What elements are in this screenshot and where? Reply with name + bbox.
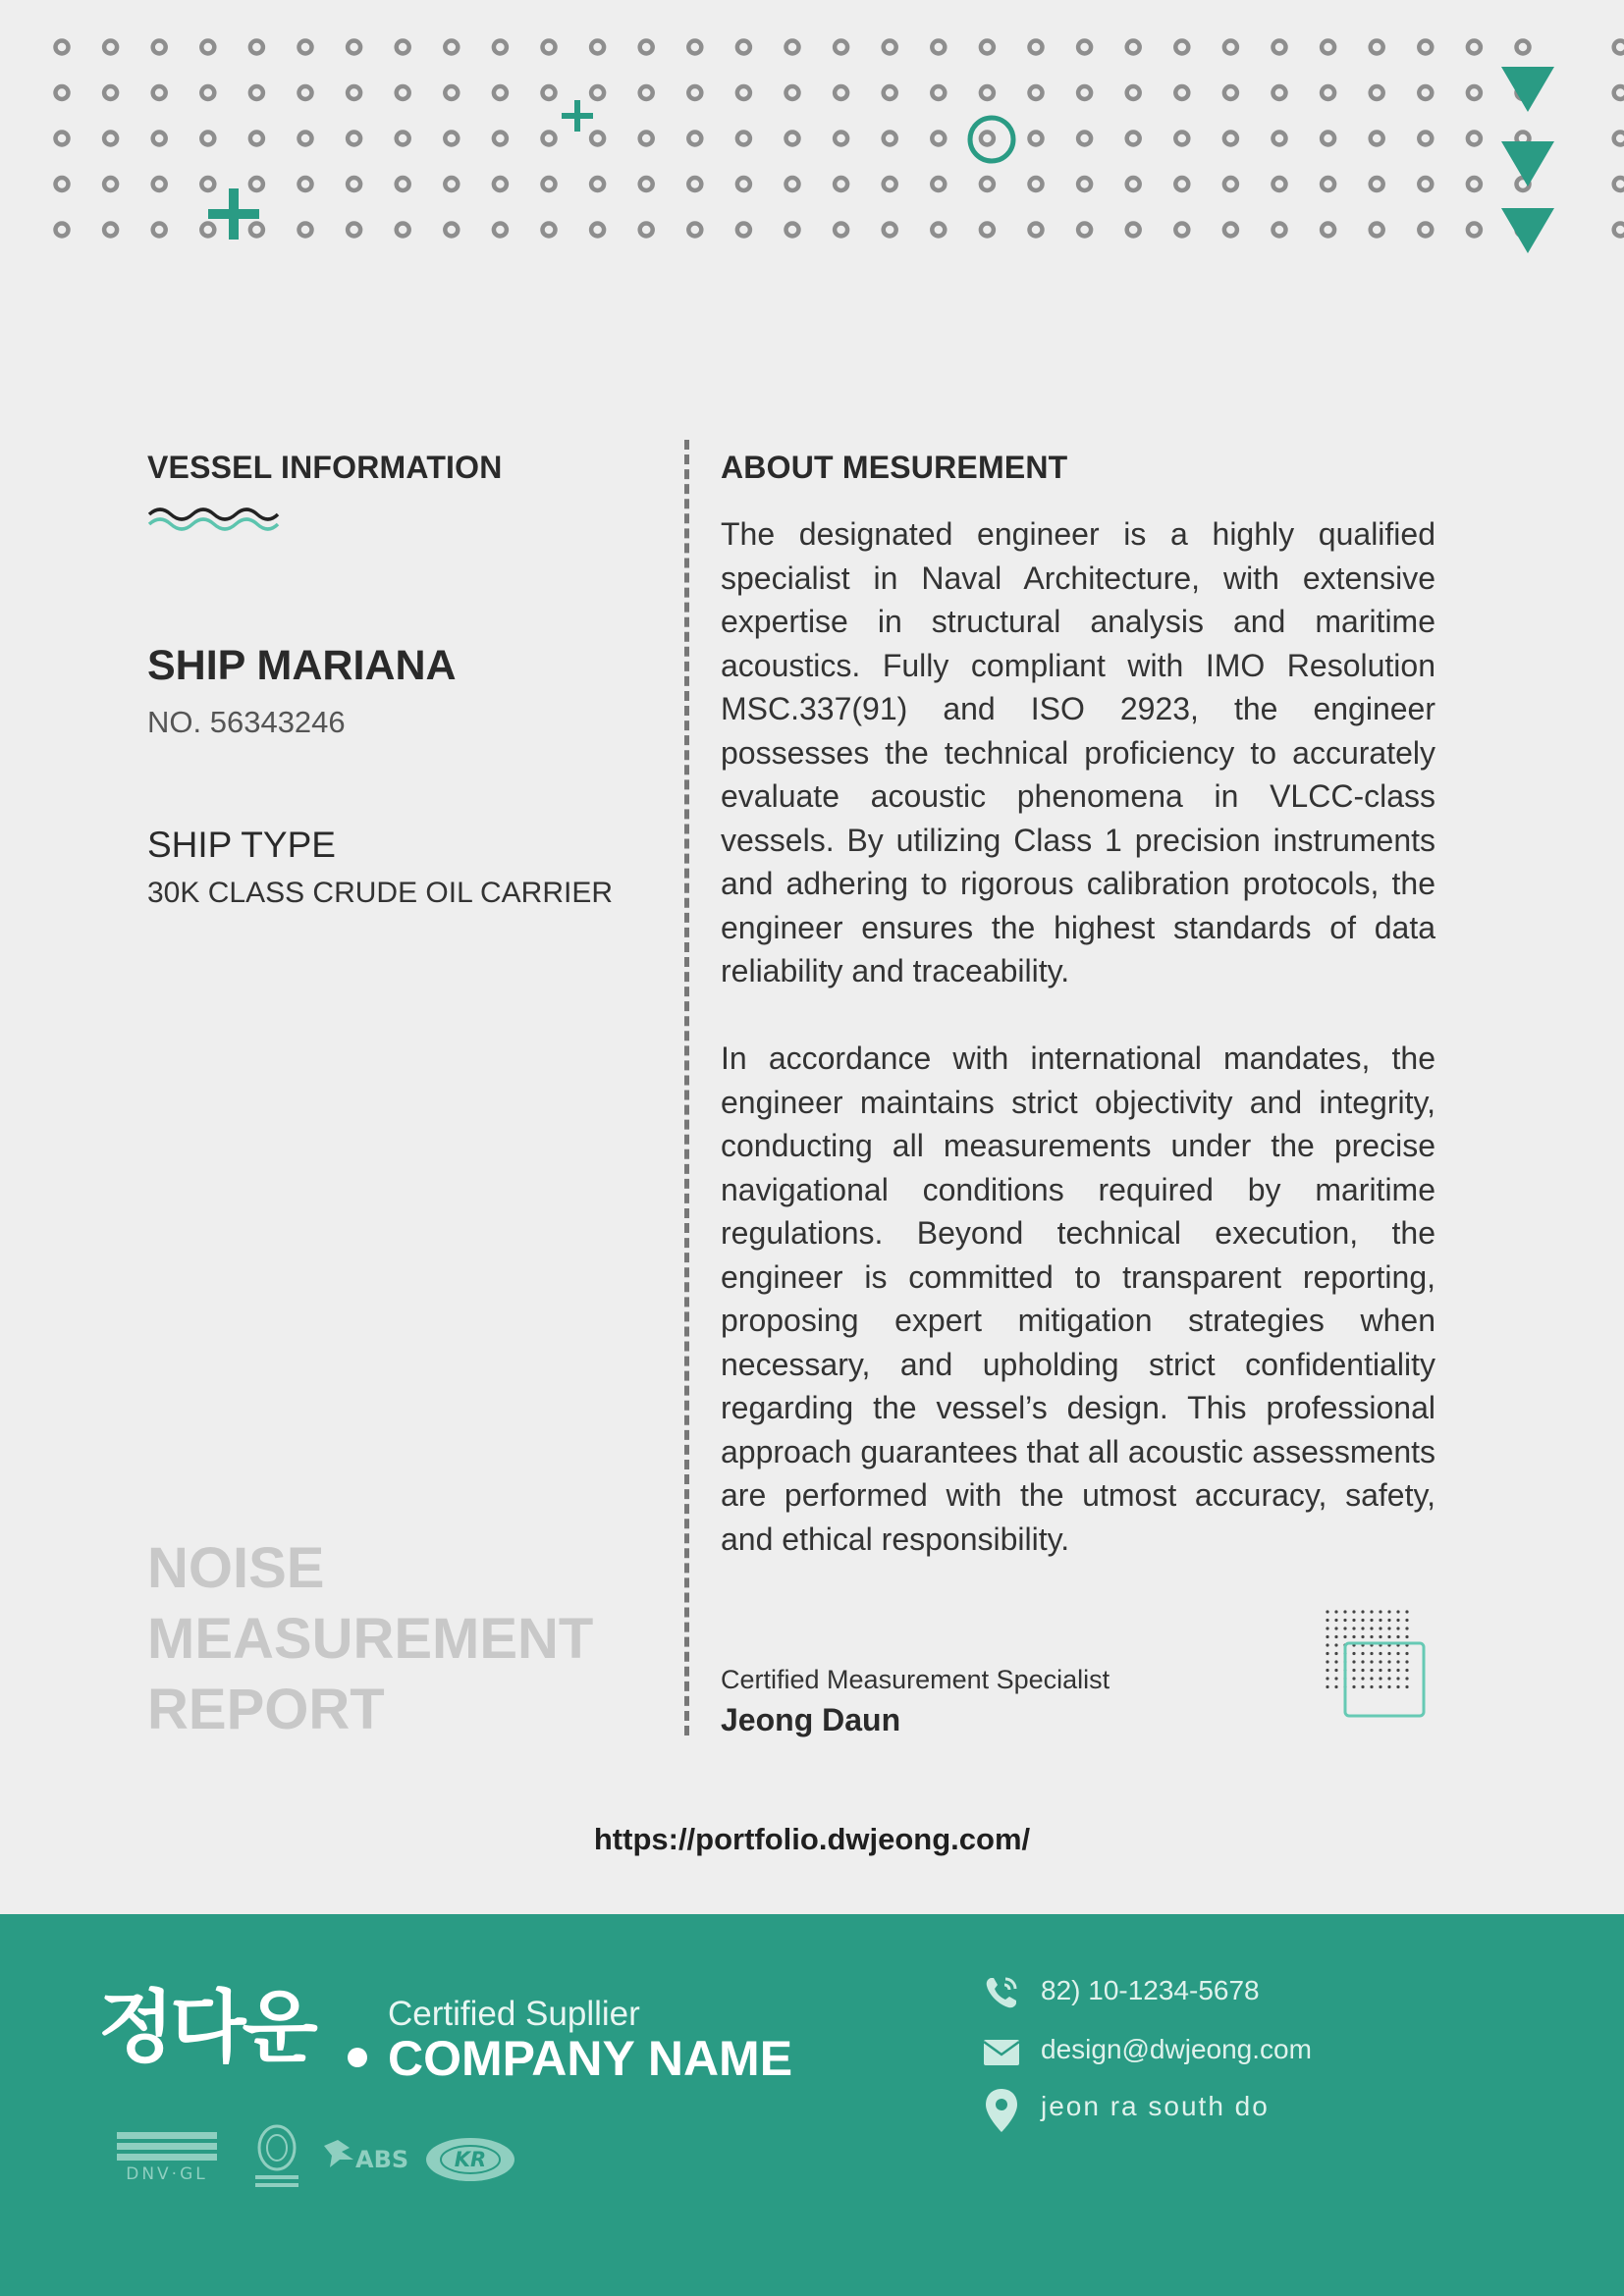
about-paragraph-1: The designated engineer is a highly qualified specialist in Naval Architecture, with extensive expertise in structural analysis and maritime acoustics. Fully compliant with IMO Resolution MSC.337(91) and ISO 2923, the engineer possesses the technical proficiency to accurately evaluate acoustic phenomena in VLCC-class vessels. By utilizing Class 1 precision instruments and adhering to rigorous calibration protocols, the engineer ensures the highest standards of data reliability and traceability. bbox=[721, 516, 1435, 988]
phone-icon bbox=[982, 1973, 1021, 2012]
email-address[interactable]: design@dwjeong.com bbox=[1041, 2034, 1312, 2064]
dot-grid-decoration-icon bbox=[1324, 1608, 1428, 1720]
ship-name: SHIP MARIANA bbox=[147, 642, 457, 689]
signature-name: Jeong Daun bbox=[721, 1702, 901, 1737]
about-paragraph-2: In accordance with international mandates, the engineer maintains strict objectivity and integrity, conducting all measurements under the precise navigational conditions required by maritime regulations. Beyond technical execution, the engineer is committed to transparent reporting, proposing expert mitigation strategies when necessary, and upholding strict confidentiality regarding the vessel’s design. This professional approach guarantees that all acoustic assessments are performed with the utmost accuracy, safety, and ethical responsibility. bbox=[721, 1041, 1435, 1557]
about-measurement-heading: ABOUT MESUREMENT bbox=[721, 450, 1068, 485]
report-title-line: NOISE bbox=[147, 1536, 325, 1600]
company-name: COMPANY NAME bbox=[388, 2031, 793, 2086]
signature-role: Certified Measurement Specialist bbox=[721, 1665, 1110, 1694]
address: jeon ra south do bbox=[1041, 2091, 1270, 2121]
logo-dot bbox=[348, 2048, 367, 2067]
mail-icon bbox=[982, 2032, 1021, 2071]
ship-number: NO. 56343246 bbox=[147, 705, 346, 739]
vessel-information-heading: VESSEL INFORMATION bbox=[147, 450, 503, 485]
wave-decoration-icon bbox=[147, 501, 280, 536]
dnv-gl-logo-text: DNV·GL bbox=[126, 2164, 208, 2184]
ship-type-label: SHIP TYPE bbox=[147, 825, 336, 865]
brand-logo: 정다운 bbox=[98, 1982, 314, 2073]
dot-pattern-header bbox=[0, 0, 1624, 275]
kr-logo-text: KR bbox=[454, 2148, 487, 2171]
abs-logo-icon bbox=[320, 2134, 414, 2177]
report-title-line: REPORT bbox=[147, 1678, 385, 1741]
dnv-gl-logo-icon bbox=[115, 2128, 219, 2185]
website-link[interactable]: https://portfolio.dwjeong.com/ bbox=[593, 1822, 1031, 1856]
seal-logo-icon bbox=[249, 2124, 304, 2193]
location-pin-icon bbox=[982, 2087, 1021, 2134]
supplier-label: Certified Supllier bbox=[388, 1995, 640, 2033]
report-title bbox=[147, 1533, 638, 1745]
footer bbox=[0, 1914, 1624, 2296]
report-title-line: MEASUREMENT bbox=[147, 1607, 594, 1671]
column-divider bbox=[684, 440, 689, 1735]
phone-number[interactable]: 82) 10-1234-5678 bbox=[1041, 1975, 1260, 2005]
ship-type-value: 30K CLASS CRUDE OIL CARRIER bbox=[147, 877, 614, 909]
kr-logo-icon bbox=[424, 2136, 516, 2183]
abs-logo-text: ABS bbox=[355, 2146, 409, 2173]
